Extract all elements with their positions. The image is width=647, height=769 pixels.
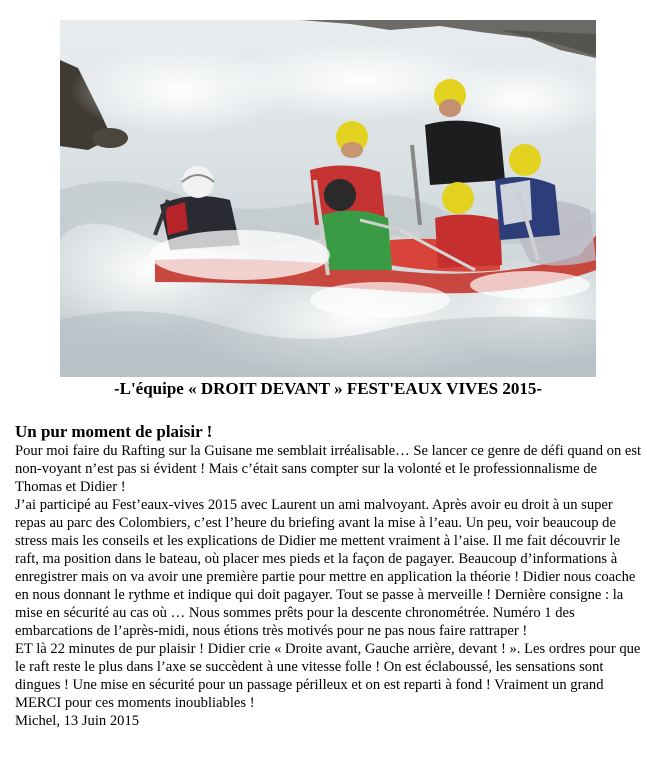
rafting-photo <box>60 20 596 377</box>
article-paragraph-2: J’ai participé au Fest’eaux-vives 2015 avec Laurent un ami malvoyant. Après avoir eu droit à un super repas au parc des Colombiers, c’est l’heure du briefing avant la mise à l’eau. Un peu, voir beaucoup de stress mais les conseils et les explications de Didier me mettent vraiment à l’aise. Il me fait découvrir le raft, ma position dans le bateau, où placer mes pieds et la façon de pagayer. Beaucoup d’informations à enregistrer mais on va avoir une première partie pour mettre en application la théorie ! Didier nous coache en nous donnant le rythme et indique qui doit pagayer. Tout se passe à merveille ! Dernière consigne : la mise en sécurité au cas où … Nous sommes prêts pour la descente chronométrée. Numéro 1 des embarcations de l’après-midi, nous étions très motivés pour ne pas nous faire rattraper ! <box>15 497 636 639</box>
article-paragraph-3: ET là 22 minutes de pur plaisir ! Didier crie « Droite avant, Gauche arrière, devant ! ». Les ordres pour que le raft reste le plus dans l’axe se succèdent à une vitesse folle ! On est éclaboussé, les sensations sont dingues ! Une mise en sécurité pour un passage périlleux et on est reparti à fond ! Vraiment un grand MERCI pour ces moments inoubliables ! <box>15 641 641 711</box>
rafting-team-photo-icon <box>60 20 596 377</box>
article-paragraph-1: Pour moi faire du Rafting sur la Guisane me semblait irréalisable… Se lancer ce genre de défi quand on est non-voyant n’est pas si évident ! Mais c’était sans compter sur la volonté et le professionnalisme de Thomas et Didier ! <box>15 443 642 495</box>
article-signature: Michel, 13 Juin 2015 <box>15 713 140 729</box>
article <box>15 421 643 730</box>
article-title: Un pur moment de plaisir ! <box>15 422 213 441</box>
photo-caption: -L'équipe « DROIT DEVANT » FEST'EAUX VIVES 2015- <box>113 379 543 398</box>
